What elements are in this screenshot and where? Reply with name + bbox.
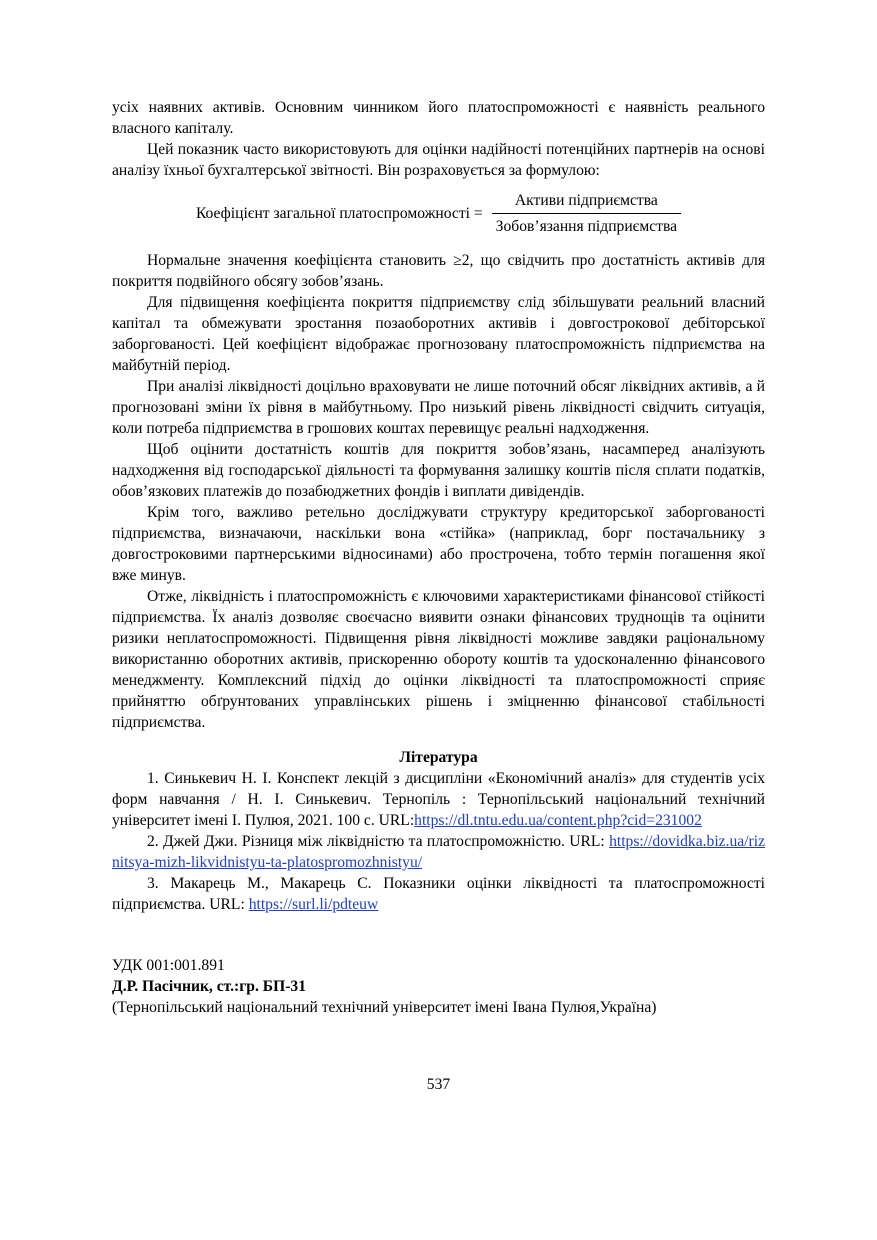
paragraph: Отже, ліквідність і платоспроможність є ключовими характеристиками фінансової стійкості підприємства. Їх аналіз дозволяє своєчасно виявити ознаки фінансових труднощів та оцінити ризики неплатоспроможності. Підвищення рівня ліквідності можливе завдяки раціональному використанню оборотних активів, прискоренню обороту коштів та удосконаленню фінансового менеджменту. Комплексний підхід до оцінки ліквідності та платоспроможності сприяє прийняттю обґрунтованих управлінських рішень і зміцненню фінансової стабільності підприємства. xyxy=(112,588,765,731)
literature-item-text: 1. Синькевич Н. І. Конспект лекцій з дисципліни «Економічний аналіз» для студентів усіх форм навчання / Н. І. Синькевич. Тернопіль : Тернопільський національний технічний університет імені І. Пулюя, 2021. 100 с. URL: xyxy=(112,770,765,829)
next-article-header xyxy=(112,955,765,1018)
literature-item xyxy=(112,768,765,831)
paragraph: Цей показник часто використовують для оцінки надійності потенційних партнерів на основі аналізу їхньої бухгалтерської звітності. Він розраховується за формулою: xyxy=(112,141,765,179)
author-line: Д.Р. Пасічник, ст.:гр. БП-31 xyxy=(112,978,306,995)
affiliation-line: (Тернопільський національний технічний університет імені Івана Пулюя,Україна) xyxy=(112,999,657,1016)
formula-fraction xyxy=(492,190,681,237)
formula-numerator: Активи підприємства xyxy=(492,190,681,214)
page-number: 537 xyxy=(426,1076,451,1093)
solvency-formula xyxy=(112,190,765,237)
paragraph: Крім того, важливо ретельно досліджувати структуру кредиторської заборгованості підприємства, визначаючи, наскільки вона «стійка» (наприклад, борг постачальнику з довгостроковими партнерськими відносинами) або прострочена, тобто термін погашення якої вже минув. xyxy=(112,504,765,584)
paragraph: Щоб оцінити достатність коштів для покриття зобов’язань, насамперед аналізують надходження від господарської діяльності та формування залишку коштів після сплати податків, обов’язкових платежів до позабюджетних фондів і виплати дивідендів. xyxy=(112,441,765,500)
paragraph-continuation: усіх наявних активів. Основним чинником його платоспроможності є наявність реального власного капіталу. xyxy=(112,99,765,137)
formula-label: Коефіцієнт загальної платоспроможності = xyxy=(195,205,483,222)
literature-item-text: 2. Джей Джи. Різниця між ліквідністю та платоспроможністю. URL: xyxy=(147,833,610,850)
formula-denominator: Зобов’язання підприємства xyxy=(495,218,678,235)
literature-heading: Література xyxy=(399,749,478,766)
paragraph: Для підвищення коефіцієнта покриття підприємству слід збільшувати реальний власний капітал та обмежувати зростання позаоборотних активів і довгострокової дебіторської заборгованості. Цей коефіцієнт відображає прогнозовану платоспроможність підприємства на майбутній період. xyxy=(112,294,765,374)
udk-number: УДК 001:001.891 xyxy=(112,957,225,974)
literature-item xyxy=(112,873,765,915)
literature-link-surl[interactable]: https://surl.li/pdteuw xyxy=(248,896,379,913)
literature-link-dovidka[interactable]: https://dovidka.biz.ua/riznitsya-mizh-likvidnistyu-ta-platospromozhnistyu/ xyxy=(112,833,765,871)
literature-item xyxy=(112,831,765,873)
paragraph: Нормальне значення коефіцієнта становить ≥2, що свідчить про достатність активів для покриття подвійного обсягу зобов’язань. xyxy=(112,252,765,290)
paragraph: При аналізі ліквідності доцільно враховувати не лише поточний обсяг ліквідних активів, а й прогнозовані зміни їх рівня в майбутньому. Про низький рівень ліквідності свідчить ситуація, коли потреба підприємства в грошових коштах перевищує реальні надходження. xyxy=(112,378,765,437)
literature-item-text: 3. Макарець М., Макарець С. Показники оцінки ліквідності та платоспроможності підприємства. URL: xyxy=(112,875,765,913)
literature-link-tntu[interactable]: https://dl.tntu.edu.ua/content.php?cid=231002 xyxy=(414,812,702,829)
